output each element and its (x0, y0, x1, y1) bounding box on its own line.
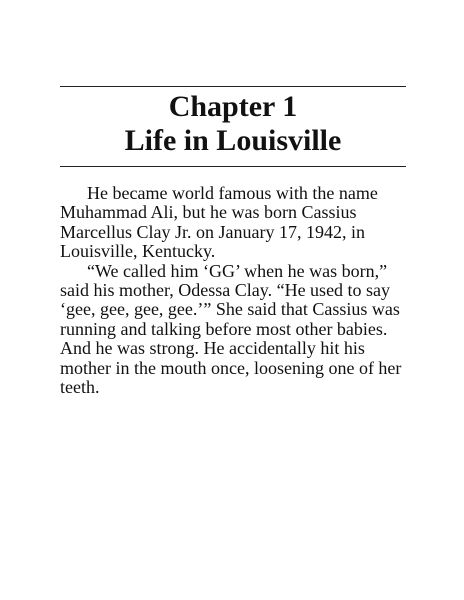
chapter-body (60, 184, 410, 397)
paragraph-2: “We called him ‘GG’ when he was born,” said his mother, Odessa Clay. “He used to say ‘gee, gee, gee, gee.’” She said that Cassius was running and talking before most other babies. And he was strong. He accidentally hit his mother in the mouth once, loosening one of her teeth. (60, 260, 402, 398)
chapter-heading (60, 90, 406, 158)
bottom-divider (60, 166, 406, 167)
chapter-number: Chapter 1 (168, 90, 298, 123)
top-divider (60, 86, 406, 87)
chapter-title: Life in Louisville (124, 124, 342, 157)
paragraph-1: He became world famous with the name Muhammad Ali, but he was born Cassius Marcellus Clay Jr. on January 17, 1942, in Louisville, Kentucky. (60, 183, 378, 262)
